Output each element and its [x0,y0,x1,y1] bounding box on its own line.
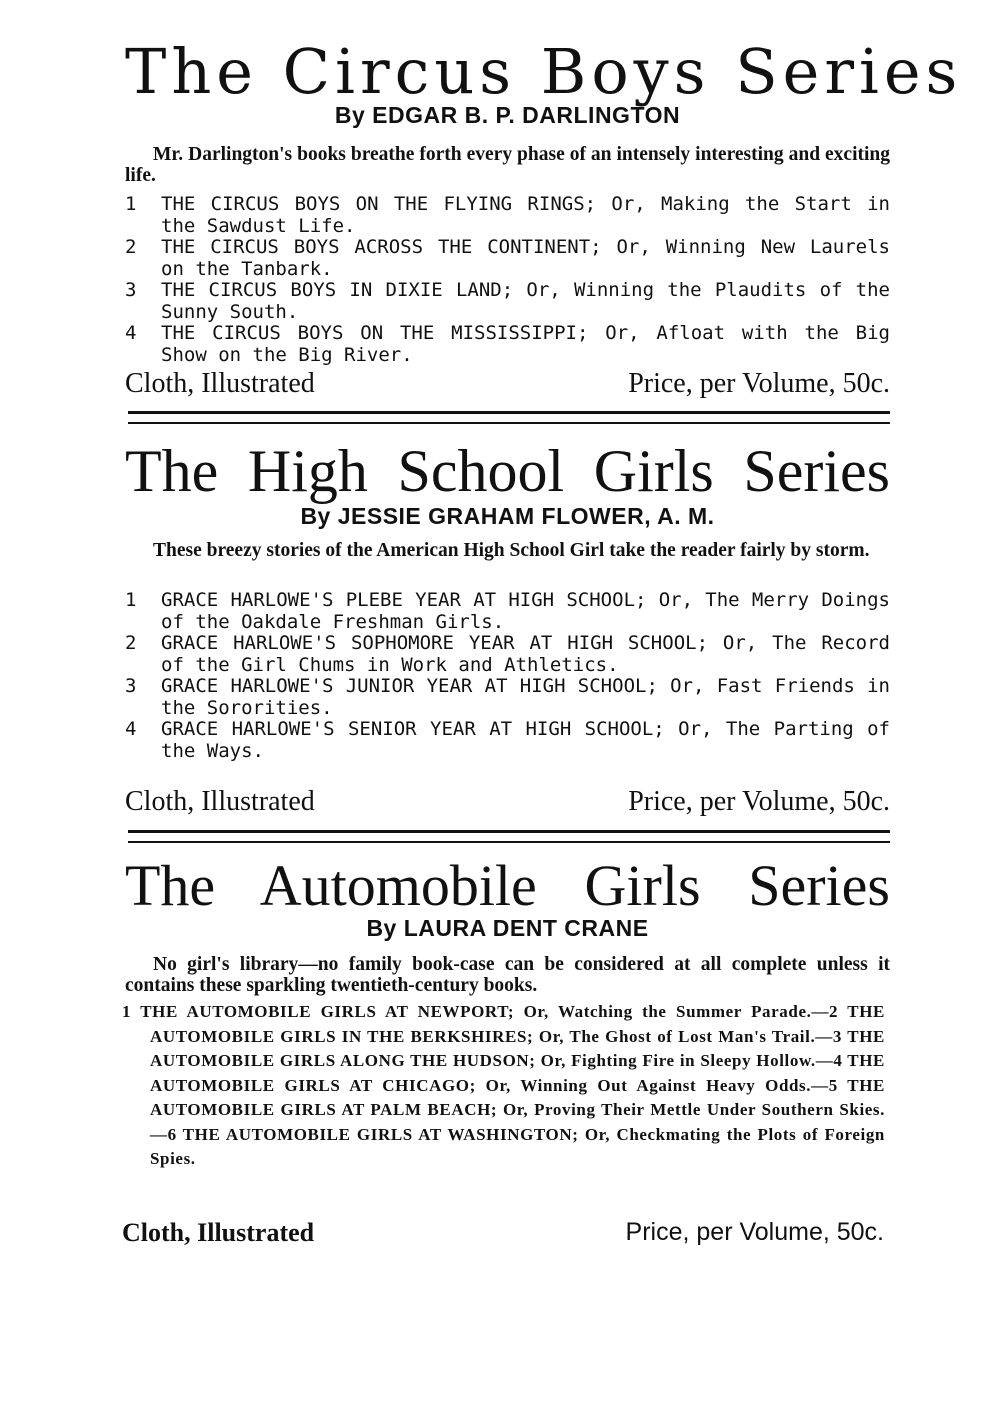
list-item [125,719,890,762]
binding-label: Cloth, Illustrated [125,786,315,817]
intro-text: Mr. Darlington's books breathe forth every phase of an intensely interesting and exciting life. [125,144,890,186]
list-item [125,280,890,323]
series-title: The Automobile Girls Series [125,853,890,918]
series-footer [125,368,890,400]
double-rule-divider [128,411,890,424]
series-intro [125,540,890,561]
series-title: The High School Girls Series [125,438,890,504]
series-title: The Circus Boys Series [125,35,963,108]
item-number: 3 [125,675,137,697]
item-title: GRACE HARLOWE'S JUNIOR YEAR AT HIGH SCHOOL; Or, Fast Friends in the Sororities. [161,675,890,719]
item-title: THE CIRCUS BOYS IN DIXIE LAND; Or, Winning the Plaudits of the Sunny South. [161,279,890,323]
price-label: Price, per Volume, 50c. [625,1218,884,1246]
book-list-text: 1 THE AUTOMOBILE GIRLS AT NEWPORT; Or, Watching the Summer Parade.—2 THE AUTOMOBILE GIRLS IN THE BERKSHIRES; Or, The Ghost of Lost Man's Trail.—3 THE AUTOMOBILE GIRLS ALONG THE HUDSON; Or, Fighting Fire in Sleepy Hollow.—4 THE AUTOMOBILE GIRLS AT CHICAGO; Or, Winning Out Against Heavy Odds.—5 THE AUTOMOBILE GIRLS AT PALM BEACH; Or, Proving Their Mettle Under Southern Skies.—6 THE AUTOMOBILE GIRLS AT WASHINGTON; Or, Checkmating the Plots of Foreign Spies. [122,1002,885,1168]
double-rule-divider [128,830,890,843]
series-footer [122,1218,884,1248]
item-number: 1 [125,589,137,611]
price-label: Price, per Volume, 50c. [628,786,890,817]
series-footer [125,786,890,818]
item-number: 4 [125,322,137,344]
item-title: GRACE HARLOWE'S PLEBE YEAR AT HIGH SCHOOL; Or, The Merry Doings of the Oakdale Freshman Girls. [161,589,890,633]
series-intro [125,954,890,996]
list-item [125,676,890,719]
list-item [125,323,890,366]
list-item [125,633,890,676]
item-number: 2 [125,236,137,258]
series-author: By JESSIE GRAHAM FLOWER, A. M. [300,503,715,529]
item-title: THE CIRCUS BOYS ON THE FLYING RINGS; Or, Making the Start in the Sawdust Life. [161,193,890,237]
intro-text: These breezy stories of the American High School Girl take the reader fairly by storm. [153,540,870,561]
item-number: 2 [125,632,137,654]
list-item [125,194,890,237]
book-list [125,590,890,762]
intro-text: No girl's library—no family book-case can be considered at all complete unless it contains these sparkling twentieth-century books. [125,954,890,996]
list-item [125,237,890,280]
price-label: Price, per Volume, 50c. [628,368,890,399]
item-number: 3 [125,279,137,301]
series-author: By EDGAR B. P. DARLINGTON [334,102,681,128]
item-title: THE CIRCUS BOYS ON THE MISSISSIPPI; Or, Afloat with the Big Show on the Big River. [161,322,890,366]
series-intro [125,144,890,186]
item-title: GRACE HARLOWE'S SENIOR YEAR AT HIGH SCHOOL; Or, The Parting of the Ways. [161,718,890,762]
book-list [122,1000,885,1172]
book-list [125,194,890,366]
binding-label: Cloth, Illustrated [125,368,315,399]
series-author: By LAURA DENT CRANE [366,915,649,941]
item-number: 1 [125,193,137,215]
binding-label: Cloth, Illustrated [122,1218,315,1247]
item-number: 4 [125,718,137,740]
item-title: GRACE HARLOWE'S SOPHOMORE YEAR AT HIGH SCHOOL; Or, The Record of the Girl Chums in Work and Athletics. [161,632,890,676]
list-item [125,590,890,633]
item-title: THE CIRCUS BOYS ACROSS THE CONTINENT; Or, Winning New Laurels on the Tanbark. [161,236,890,280]
